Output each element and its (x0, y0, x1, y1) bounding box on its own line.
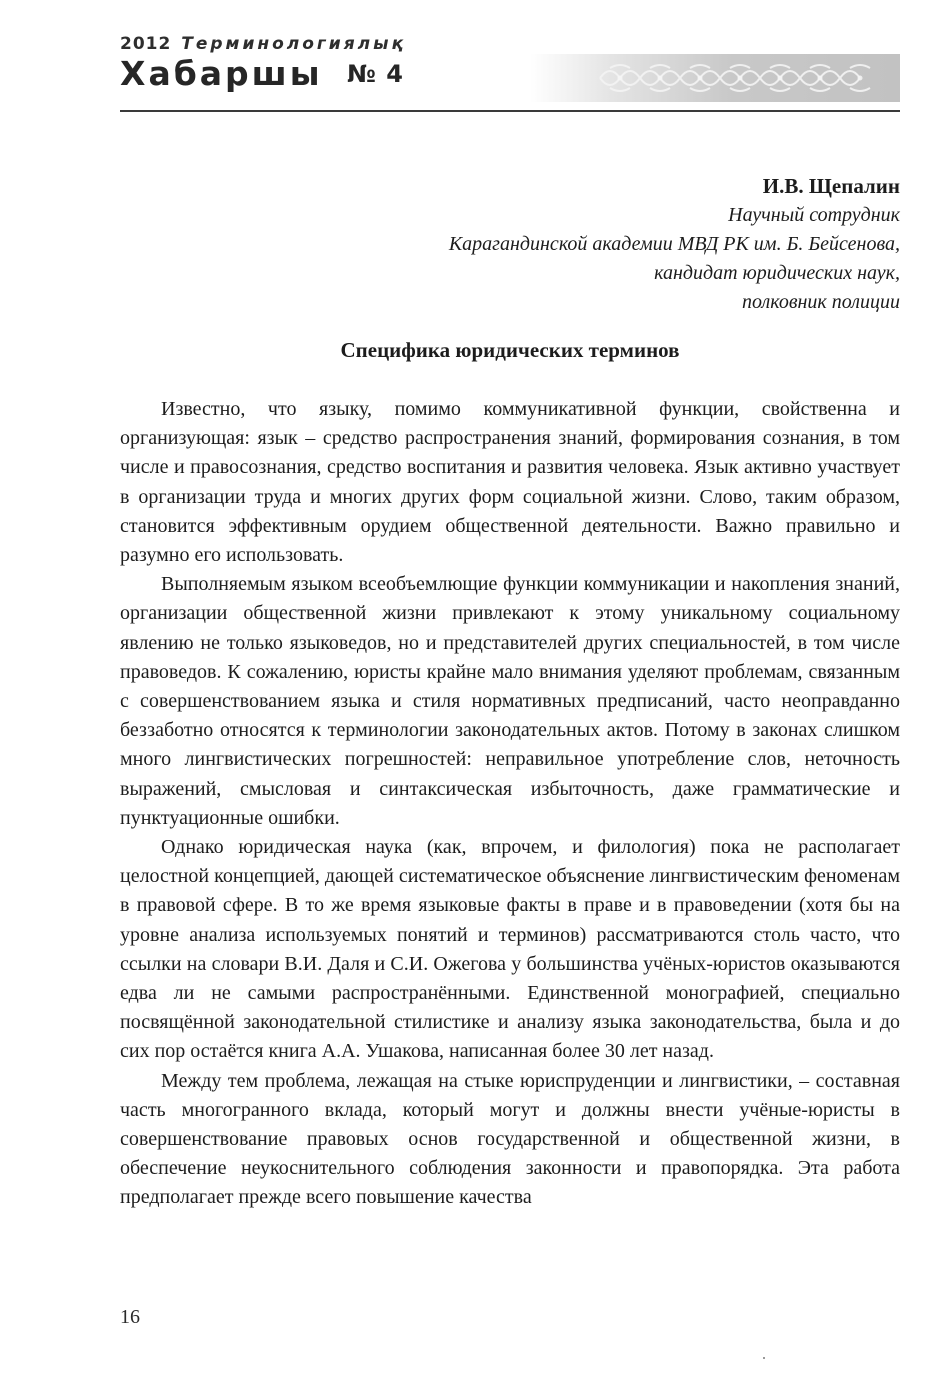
journal-year: 2012 (120, 34, 172, 54)
header-ornament-band (530, 54, 900, 102)
journal-series: Терминологиялық (181, 34, 406, 54)
article-title: Специфика юридических терминов (340, 338, 680, 362)
ornament-pattern-icon (530, 54, 900, 102)
body-paragraph: Выполняемым языком всеобъемлющие функции коммуникации и накопления знаний, организации общественной жизни привлекают к этому уникальному социальному явлению не только языковедов, но и представителей других специальностей, в том числе правоведов. К сожалению, юристы крайне мало внимания уделяют проблемам, связанным с совершенствованием языка и стиля нормативных предписаний, часто неоправданно беззаботно относятся к терминологии законодательных актов. Потому в законах слишком много лингвистических погрешностей: неправильное употребление слов, неточность выражений, смысловая и синтаксическая избыточность, даже грамматические и пунктуационные ошибки. (120, 573, 900, 829)
journal-header (120, 32, 900, 110)
author-name: И.В. Щепалин (762, 174, 900, 198)
body-paragraph: Известно, что языку, помимо коммуникативной функции, свойственна и организующая: язык – средство распространения знаний, формирования сознания, в том числе и правосознания, средство воспитания и развития человека. Язык активно участвует в организации труда и многих других форм социальной жизни. Слово, таким образом, становится эффективным орудием общественной деятельности. Важно правильно и разумно его использовать. (120, 398, 900, 567)
author-block (300, 172, 900, 317)
body-paragraph: Однако юридическая наука (как, впрочем, и филология) пока не располагает целостной концепцией, дающей систематическое объяснение лингвистическим феноменам в правовой сфере. В то же время языковые факты в праве и в правоведении (хотя бы на уровне анализа используемых понятий и терминов) рассматриваются столь часто, что ссылки на словари В.И. Даля и С.И. Ожегова у большинства учёных-юристов оказываются едва ли не самыми распространёнными. Единственной монографией, специально посвящённой законодательной стилистике и анализу языка законодательства, была и до сих пор остаётся книга А.А. Ушакова, написанная более 30 лет назад. (120, 836, 900, 1063)
journal-issue: № 4 (347, 60, 404, 88)
journal-title: Хабаршы (120, 54, 323, 93)
journal-series-line (120, 34, 406, 54)
page-number: 16 (120, 1306, 140, 1328)
journal-title-line (120, 54, 404, 93)
article-body (120, 395, 900, 1213)
author-degree: кандидат юридических наук, (654, 262, 900, 284)
header-rule (120, 110, 900, 112)
author-position: Научный сотрудник (728, 204, 900, 226)
author-rank: полковник полиции (742, 291, 900, 313)
author-affiliation: Карагандинской академии МВД РК им. Б. Бейсенова, (448, 233, 900, 255)
scan-artifact (763, 1357, 765, 1359)
body-paragraph: Между тем проблема, лежащая на стыке юриспруденции и лингвистики, – составная часть многогранного вклада, который могут и должны внести учёные-юристы в совершенствование правовых основ государственной и общественной жизни, в обеспечение неукоснительного соблюдения законности и правопорядка. Эта работа предполагает прежде всего повышение качества (120, 1069, 900, 1209)
